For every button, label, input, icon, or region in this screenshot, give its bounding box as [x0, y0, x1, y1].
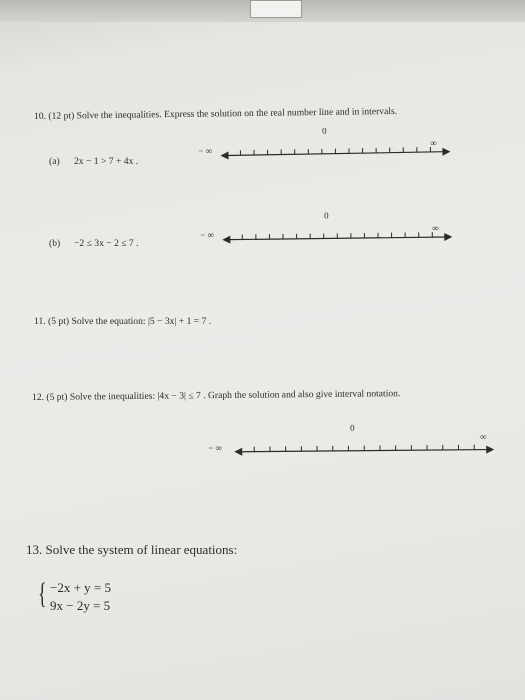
number-line-10a-axis	[220, 142, 450, 166]
right-arrowhead	[442, 148, 450, 156]
system-equation-2: 9x − 2y = 5	[50, 598, 111, 613]
number-line-12-pos-inf: ∞	[480, 431, 487, 442]
problem-12-header: 12. (5 pt) Solve the inequalities: |4x − 3| ≤ 7 . Graph the solution and also give interval notation.	[31, 388, 401, 403]
problem-11-header: 11. (5 pt) Solve the equation: |5 − 3x| + 1 = 7 .	[34, 316, 212, 327]
number-line-10b-pos-inf: ∞	[432, 223, 439, 234]
left-arrowhead	[222, 236, 230, 244]
right-arrowhead	[486, 446, 494, 454]
top-paper-tab	[250, 0, 302, 18]
number-line-12-axis	[234, 440, 494, 462]
problem-10a-label: (a)	[49, 156, 60, 167]
number-line-10a-zero: 0	[321, 125, 327, 136]
number-line-10a-neg-inf: − ∞	[198, 145, 213, 156]
number-line-10b-zero: 0	[323, 210, 329, 221]
number-line-10b-axis	[222, 227, 452, 250]
number-line-10b-neg-inf: − ∞	[200, 229, 215, 240]
system-brace: {	[38, 577, 47, 610]
left-arrowhead	[220, 151, 228, 159]
right-arrowhead	[444, 233, 452, 241]
problem-10b-expression: −2 ≤ 3x − 2 ≤ 7 .	[74, 238, 139, 249]
problem-10-header: 10. (12 pt) Solve the inequalities. Express the solution on the real number line and in intervals.	[33, 105, 398, 122]
system-equation-1: −2x + y = 5	[50, 580, 111, 595]
problem-13-header: 13. Solve the system of linear equations:	[26, 542, 238, 557]
problem-10a-expression: 2x − 1 > 7 + 4x .	[74, 156, 139, 167]
number-line-10a-pos-inf: ∞	[430, 137, 437, 148]
problem-10b-label: (b)	[49, 238, 61, 249]
number-line-12-neg-inf: − ∞	[208, 442, 223, 453]
left-arrowhead	[234, 448, 242, 456]
number-line-12-zero: 0	[349, 422, 355, 433]
